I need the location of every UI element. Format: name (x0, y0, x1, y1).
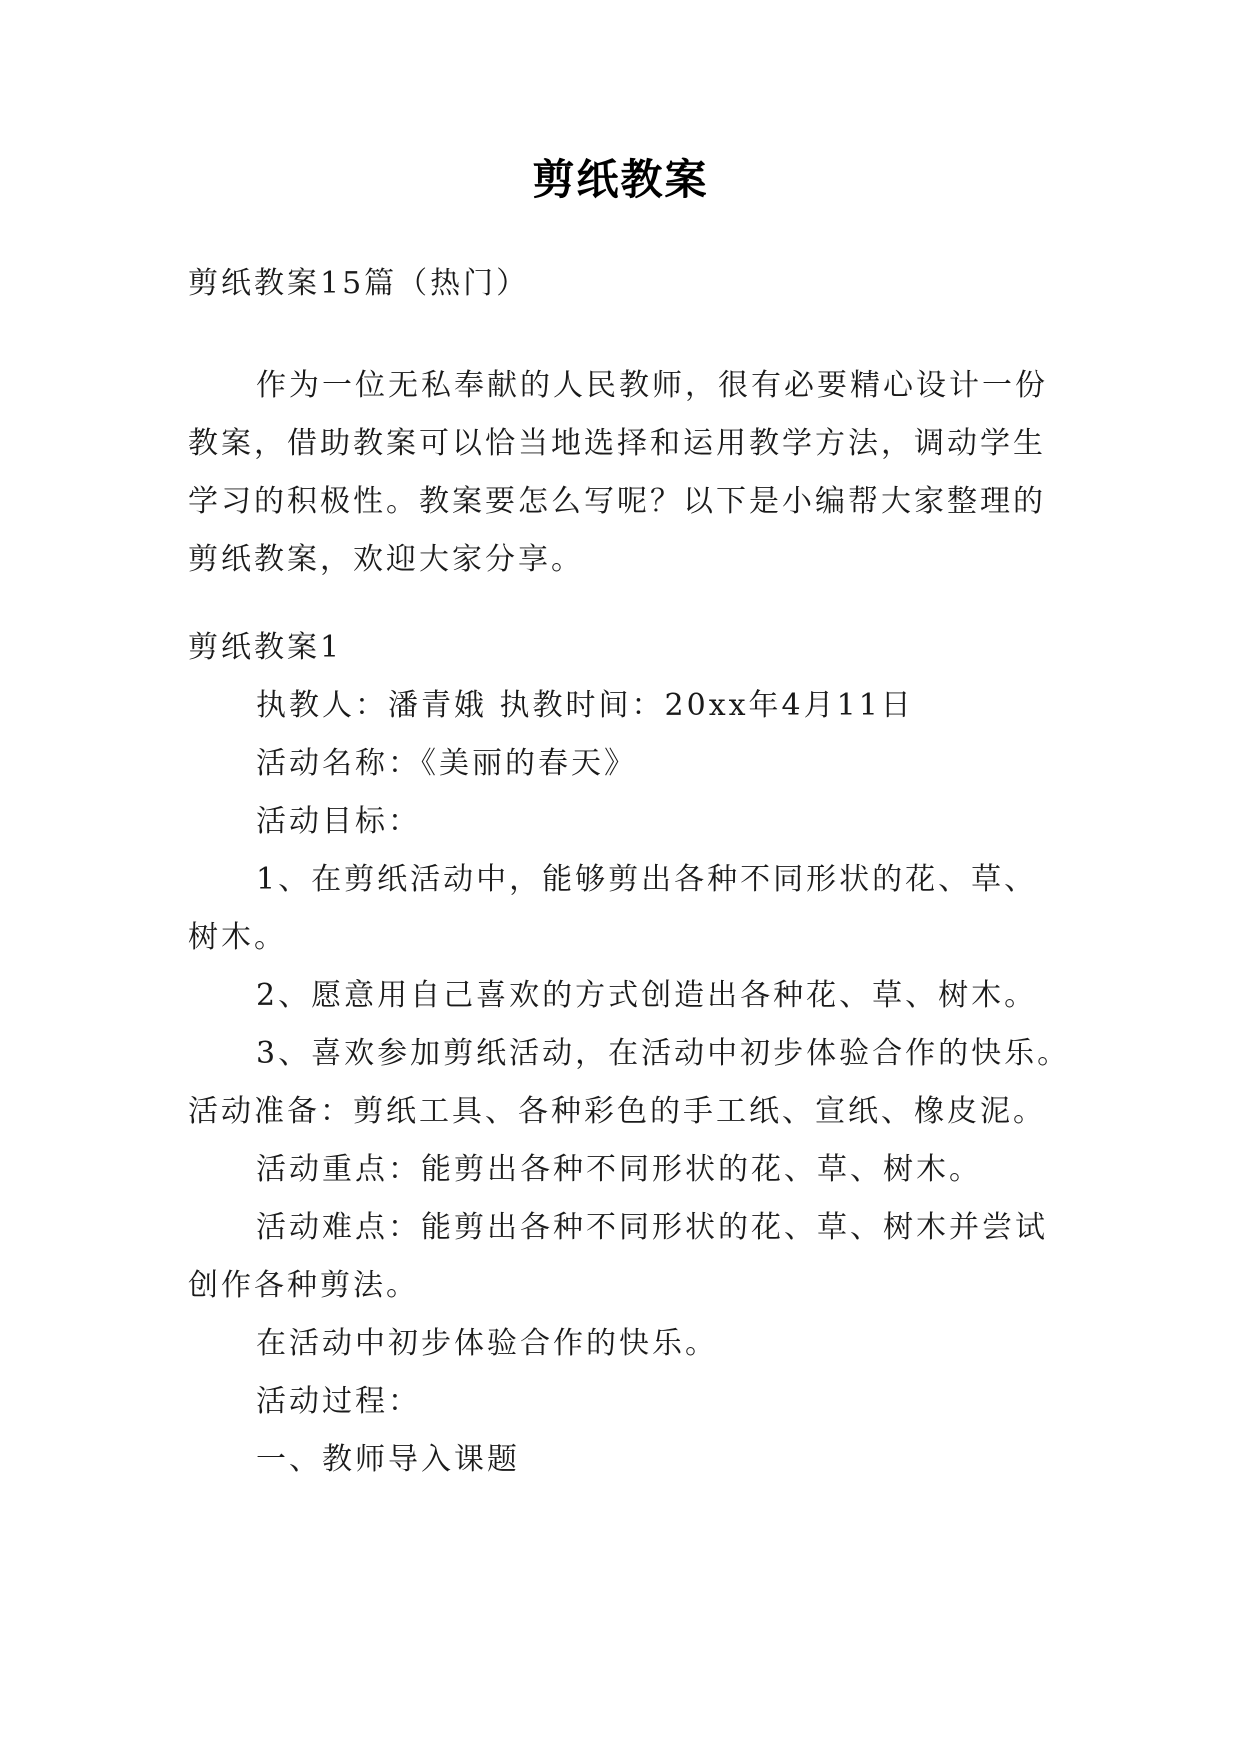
document-title: 剪纸教案 (532, 155, 709, 204)
body-line: 一、教师导入课题 (256, 1442, 520, 1477)
body-line: 活动目标： (256, 804, 421, 839)
body-line: 2、愿意用自己喜欢的方式创造出各种花、草、树木。 (256, 978, 1038, 1013)
body-line: 活动难点：能剪出各种不同形状的花、草、树木并尝试 (256, 1210, 1048, 1245)
body-line: 3、喜欢参加剪纸活动，在活动中初步体验合作的快乐。 (256, 1036, 1071, 1071)
intro-line: 学习的积极性。教案要怎么写呢？以下是小编帮大家整理的 (188, 484, 1046, 519)
body-line: 活动重点：能剪出各种不同形状的花、草、树木。 (256, 1152, 982, 1187)
body-line: 执教人：潘青娥 执教时间：20xx年4月11日 (256, 688, 914, 723)
body-line: 创作各种剪法。 (188, 1268, 419, 1303)
body-line: 树木。 (188, 920, 287, 955)
intro-line: 教案，借助教案可以恰当地选择和运用教学方法，调动学生 (188, 426, 1046, 461)
intro-line: 剪纸教案，欢迎大家分享。 (188, 542, 584, 577)
body-line: 在活动中初步体验合作的快乐。 (256, 1326, 718, 1361)
section-heading: 剪纸教案1 (188, 630, 343, 665)
body-line: 活动名称：《美丽的春天》 (256, 746, 637, 781)
intro-line: 作为一位无私奉献的人民教师，很有必要精心设计一份 (256, 368, 1048, 403)
body-line: 1、在剪纸活动中，能够剪出各种不同形状的花、草、 (256, 862, 1038, 897)
document-subtitle: 剪纸教案15篇（热门） (188, 266, 530, 301)
body-line: 活动准备：剪纸工具、各种彩色的手工纸、宣纸、橡皮泥。 (188, 1094, 1046, 1129)
body-line: 活动过程： (256, 1384, 421, 1419)
